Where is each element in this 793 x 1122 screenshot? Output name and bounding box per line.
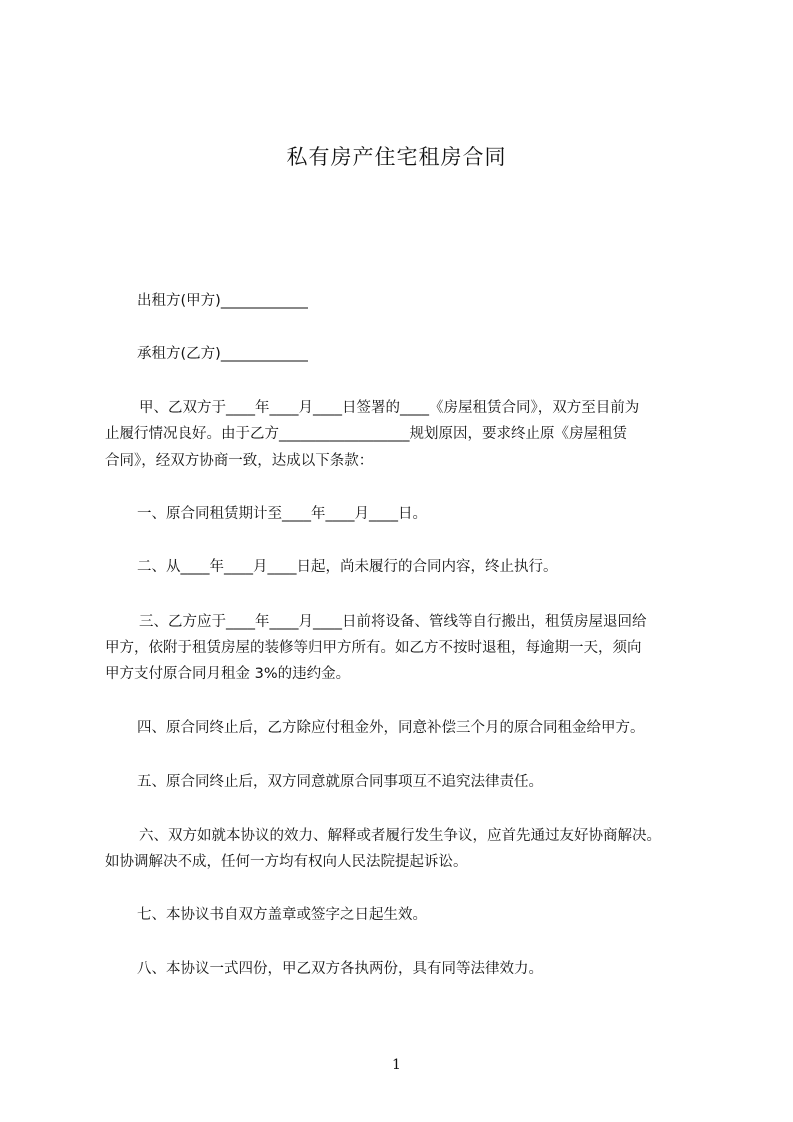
clause-3-line-2: 甲方，依附于租赁房屋的装修等归甲方所有。如乙方不按时退租，每逾期一天，须向 [105, 640, 642, 656]
intro-line-1: 甲、乙双方于____年____月____日签署的____《房屋租赁合同》，双方至目前为 [139, 400, 640, 416]
clause-4: 四、原合同终止后，乙方除应付租金外，同意补偿三个月的原合同租金给甲方。 [137, 720, 645, 736]
intro-line-2: 止履行情况良好。由于乙方__________________规划原因，要求终止原《房屋租赁 [105, 426, 627, 442]
clause-3-line-1: 三、乙方应于____年____月____日前将设备、管线等自行搬出，租赁房屋退回给 [139, 614, 647, 630]
lessor-line: 出租方(甲方)____________ [137, 293, 308, 309]
clause-8: 八、本协议一式四份，甲乙双方各执两份，具有同等法律效力。 [137, 961, 543, 977]
intro-line-3: 合同》，经双方协商一致，达成以下条款： [105, 453, 374, 469]
clause-2: 二、从____年____月____日起，尚未履行的合同内容，终止执行。 [137, 559, 558, 575]
clause-6-line-2: 如协调解决不成，任何一方均有权向人民法院提起诉讼。 [105, 854, 468, 870]
clause-6-line-1: 六、双方如就本协议的效力、解释或者履行发生争议，应首先通过友好协商解决。 [139, 828, 661, 844]
clause-3-line-3: 甲方支付原合同月租金 3%的违约金。 [105, 666, 351, 682]
clause-7: 七、本协议书自双方盖章或签字之日起生效。 [137, 907, 427, 923]
lessee-line: 承租方(乙方)____________ [137, 346, 308, 362]
clause-5: 五、原合同终止后，双方同意就原合同事项互不追究法律责任。 [137, 774, 543, 790]
document-title: 私有房产住宅租房合同 [286, 145, 507, 169]
clause-1: 一、原合同租赁期计至____年____月____日。 [137, 506, 427, 522]
page-number: 1 [392, 1057, 401, 1073]
